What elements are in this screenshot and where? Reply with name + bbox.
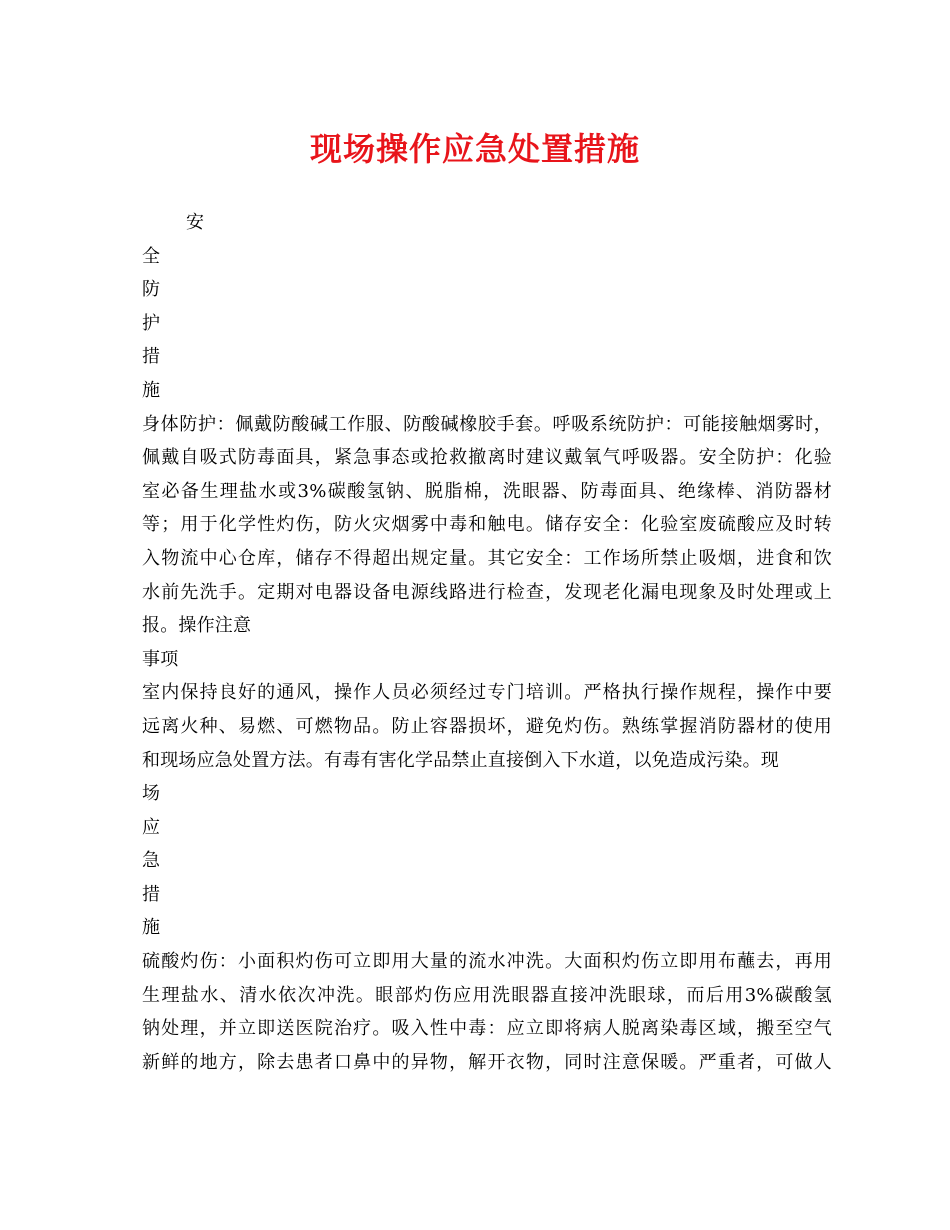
heading-char: 施 <box>142 379 161 401</box>
paragraph-line: 身体防护：佩戴防酸碱工作服、防酸碱橡胶手套。呼吸系统防护：可能接触烟雾时， <box>142 413 832 435</box>
heading-char: 措 <box>142 346 161 368</box>
paragraph-line: 远离火种、易燃、可燃物品。防止容器损坏，避免灼伤。熟练掌握消防器材的使用 <box>142 715 832 737</box>
document-body <box>142 206 832 1079</box>
paragraph-line: 钠处理，并立即送医院治疗。吸入性中毒：应立即将病人脱离染毒区域，搬至空气 <box>142 1018 832 1040</box>
paragraph-line: 佩戴自吸式防毒面具，紧急事态或抢救撤离时建议戴氧气呼吸器。安全防护：化验 <box>142 447 832 469</box>
heading-char: 全 <box>142 245 161 267</box>
heading-char: 安 <box>186 212 205 233</box>
paragraph-line: 等；用于化学性灼伤，防火灾烟雾中毒和触电。储存安全：化验室废硫酸应及时转 <box>142 514 832 536</box>
heading-char: 防 <box>142 279 161 301</box>
paragraph-line: 报。操作注意 <box>142 615 252 637</box>
paragraph-line: 室内保持良好的通风，操作人员必须经过专门培训。严格执行操作规程，操作中要 <box>142 682 832 704</box>
document-title: 现场操作应急处置措施 <box>309 130 640 168</box>
heading-char: 应 <box>142 816 161 838</box>
paragraph-line: 入物流中心仓库，储存不得超出规定量。其它安全：工作场所禁止吸烟，进食和饮 <box>142 547 832 569</box>
heading-line: 事项 <box>142 648 179 670</box>
paragraph-line: 水前先洗手。定期对电器设备电源线路进行检查，发现老化漏电现象及时处理或上 <box>142 581 832 603</box>
paragraph-line: 生理盐水、清水依次冲洗。眼部灼伤应用洗眼器直接冲洗眼球，而后用3%碳酸氢 <box>142 984 832 1006</box>
paragraph-line: 室必备生理盐水或3%碳酸氢钠、脱脂棉，洗眼器、防毒面具、绝缘棒、消防器材 <box>142 480 832 502</box>
heading-char: 措 <box>142 883 161 905</box>
paragraph-line: 和现场应急处置方法。有毒有害化学品禁止直接倒入下水道，以免造成污染。现 <box>142 749 779 771</box>
heading-char: 急 <box>142 850 161 872</box>
heading-char: 场 <box>142 783 161 805</box>
heading-char: 护 <box>142 312 161 334</box>
paragraph-line: 新鲜的地方，除去患者口鼻中的异物，解开衣物，同时注意保暖。严重者，可做人 <box>142 1051 832 1073</box>
paragraph-line: 硫酸灼伤：小面积灼伤可立即用大量的流水冲洗。大面积灼伤立即用布蘸去，再用 <box>142 951 832 973</box>
heading-char: 施 <box>142 917 161 939</box>
